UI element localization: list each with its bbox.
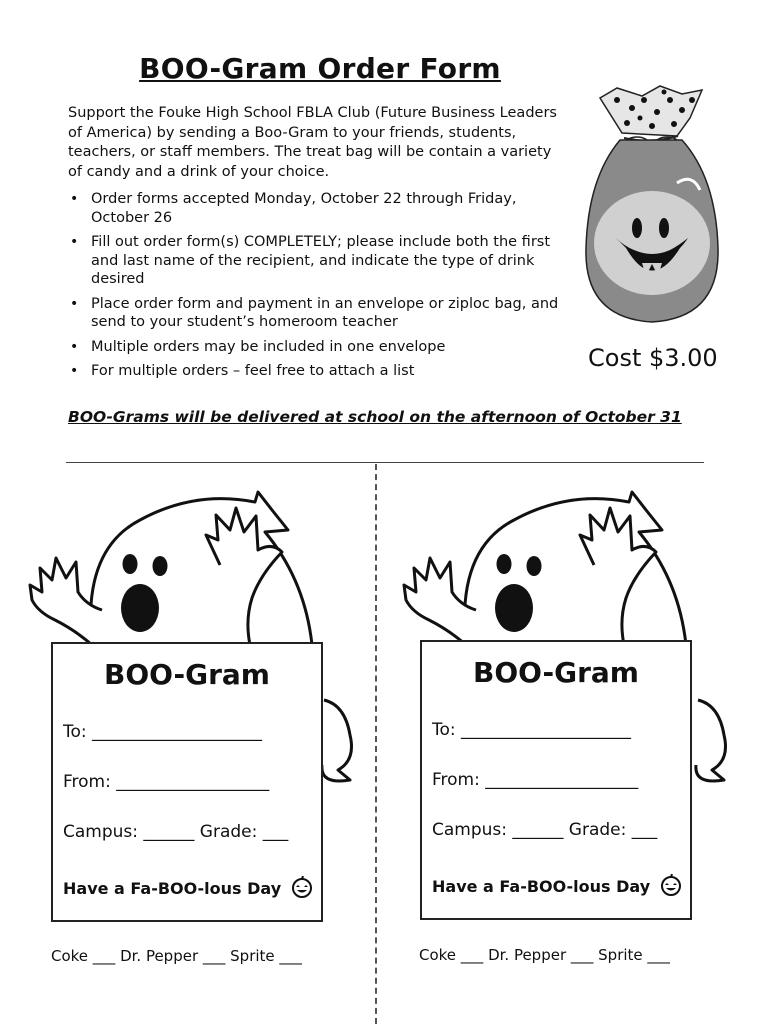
instruction-item: • Order forms accepted Monday, October 22 through Friday, October 26 bbox=[68, 190, 578, 227]
instruction-item: • For multiple orders – feel free to attach a list bbox=[68, 362, 578, 381]
delivery-note: BOO-Grams will be delivered at school on the afternoon of October 31 bbox=[68, 408, 682, 426]
intro-paragraph: Support the Fouke High School FBLA Club (Future Business Leaders of America) by sending a Boo-Gram to your friends, students, teachers, or staff members. The treat bag will be contain a variety of candy and a drink of your choice. bbox=[68, 105, 557, 180]
drink-options[interactable]: Coke ___ Dr. Pepper ___ Sprite ___ bbox=[419, 946, 670, 964]
campus-grade-field[interactable]: Campus: ______ Grade: ___ bbox=[432, 820, 658, 840]
instruction-item: • Place order form and payment in an envelope or ziploc bag, and send to your student’s homeroom teacher bbox=[68, 295, 578, 332]
boo-gram-card bbox=[51, 642, 323, 922]
instruction-item: • Fill out order form(s) COMPLETELY; please include both the first and last name of the recipient, and indicate the type of drink desired bbox=[68, 233, 578, 289]
tagline-text: Have a Fa-BOO-lous Day bbox=[63, 879, 282, 898]
to-field[interactable]: To: ____________________ bbox=[63, 722, 263, 742]
tagline bbox=[63, 876, 313, 898]
pumpkin-icon bbox=[660, 874, 682, 896]
card-title: BOO-Gram bbox=[473, 656, 639, 689]
instruction-item: • Multiple orders may be included in one envelope bbox=[68, 338, 578, 357]
card-title: BOO-Gram bbox=[104, 658, 270, 691]
from-field[interactable]: From: __________________ bbox=[63, 772, 270, 792]
page-title: BOO-Gram Order Form bbox=[139, 52, 501, 85]
from-field[interactable]: From: __________________ bbox=[432, 770, 639, 790]
cost-label: Cost $3.00 bbox=[588, 344, 718, 372]
campus-grade-field[interactable]: Campus: ______ Grade: ___ bbox=[63, 822, 289, 842]
tagline-text: Have a Fa-BOO-lous Day bbox=[432, 877, 651, 896]
boo-gram-card bbox=[420, 640, 692, 920]
tagline bbox=[432, 874, 682, 896]
pumpkin-icon bbox=[291, 876, 313, 898]
drink-options[interactable]: Coke ___ Dr. Pepper ___ Sprite ___ bbox=[51, 947, 302, 965]
section-divider bbox=[66, 462, 704, 463]
instructions-list bbox=[68, 190, 578, 387]
to-field[interactable]: To: ____________________ bbox=[432, 720, 632, 740]
treat-bag-image bbox=[582, 78, 722, 328]
cut-line bbox=[375, 464, 377, 1024]
